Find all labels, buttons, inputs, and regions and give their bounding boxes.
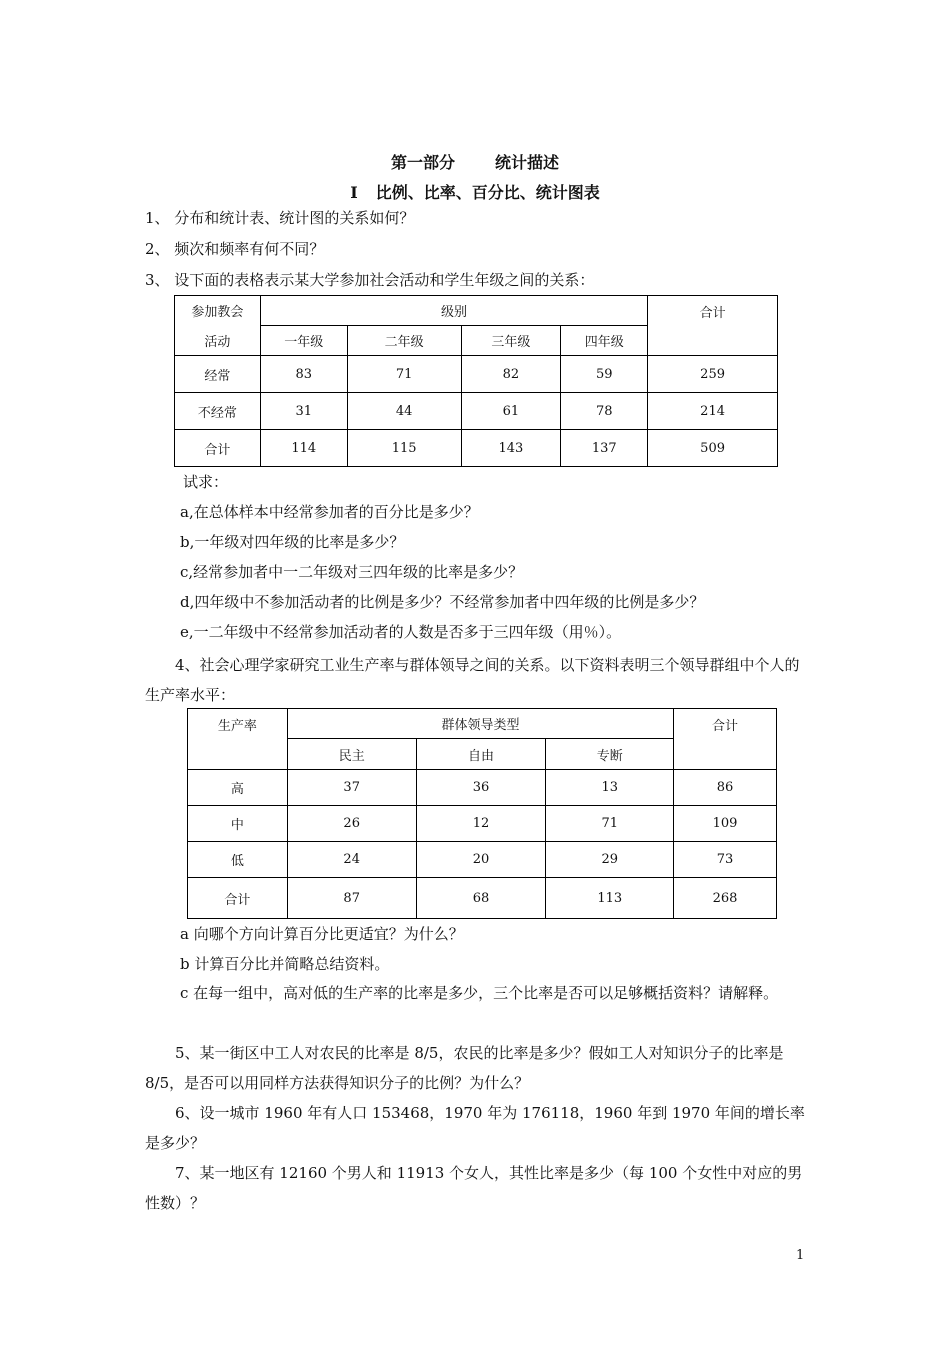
cell: 71 — [546, 806, 674, 842]
row-total: 86 — [674, 770, 777, 806]
cell: 115 — [347, 430, 461, 467]
cell: 29 — [546, 842, 674, 878]
row-label: 高 — [188, 770, 288, 806]
row-label: 不经常 — [175, 393, 261, 430]
question-6-text: 6、设一城市 1960 年有人口 153468，1970 年为 176118，1960 年到 1970 年间的增长率是多少？ — [145, 1104, 805, 1152]
question-3-prompt: 试求： — [183, 473, 229, 491]
cell: 143 — [461, 430, 561, 467]
row-total: 214 — [648, 393, 778, 430]
cell: 12 — [416, 806, 546, 842]
cell: 13 — [546, 770, 674, 806]
cell: 24 — [287, 842, 416, 878]
question-5-text: 5、某一街区中工人对农民的比率是 8/5，农民的比率是多少？假如工人对知识分子的比率是 8/5，是否可以用同样方法获得知识分子的比例？为什么？ — [145, 1044, 784, 1092]
table-activity-by-grade — [174, 295, 778, 467]
question-3-item-e: e,一二年级中不经常参加活动者的人数是否多于三四年级（用％）。 — [180, 623, 622, 641]
table-row — [175, 393, 778, 430]
question-4-item-b: b 计算百分比并简略总结资料。 — [180, 955, 390, 973]
question-4-item-c-text: c 在每一组中，高对低的生产率的比率是多少，三个比率是否可以足够概括资料？请解释。 — [180, 984, 779, 1002]
cell: 82 — [461, 356, 561, 393]
cell: 59 — [561, 356, 648, 393]
row-total: 73 — [674, 842, 777, 878]
cell: 71 — [347, 356, 461, 393]
question-4-text: 4、社会心理学家研究工业生产率与群体领导之间的关系。以下资料表明三个领导群组中个人的生产率水平： — [145, 656, 800, 704]
question-7-text: 7、某一地区有 12160 个男人和 11913 个女人，其性比率是多少（每 100 个女性中对应的男性数）？ — [145, 1164, 803, 1212]
cell: 20 — [416, 842, 546, 878]
column-header: 一年级 — [260, 326, 347, 356]
question-2: 2、 频次和频率有何不同？ — [145, 240, 325, 258]
cell: 36 — [416, 770, 546, 806]
question-5 — [145, 1038, 810, 1098]
group-header-grade: 级别 — [260, 296, 647, 326]
cell: 113 — [546, 878, 674, 919]
question-3-item-a: a,在总体样本中经常参加者的百分比是多少？ — [180, 503, 479, 521]
column-header: 专断 — [546, 739, 674, 770]
row-label: 中 — [188, 806, 288, 842]
row-label: 低 — [188, 842, 288, 878]
row-header-line1: 参加教会 — [175, 296, 261, 326]
question-3-item-c: c,经常参加者中一二年级对三四年级的比率是多少？ — [180, 563, 524, 581]
table-row — [175, 430, 778, 467]
cell: 83 — [260, 356, 347, 393]
row-label: 合计 — [188, 878, 288, 919]
column-header: 二年级 — [347, 326, 461, 356]
part-title: 统计描述 — [495, 153, 560, 172]
cell: 114 — [260, 430, 347, 467]
group-header-leadership: 群体领导类型 — [287, 709, 673, 739]
question-7 — [145, 1158, 810, 1218]
column-header: 四年级 — [561, 326, 648, 356]
table-row — [188, 878, 777, 919]
table-row — [188, 770, 777, 806]
row-total: 259 — [648, 356, 778, 393]
part-label: 第一部分 — [390, 153, 455, 172]
cell: 61 — [461, 393, 561, 430]
cell: 137 — [561, 430, 648, 467]
column-header: 三年级 — [461, 326, 561, 356]
row-header-productivity: 生产率 — [188, 709, 288, 770]
cell: 37 — [287, 770, 416, 806]
row-total: 268 — [674, 878, 777, 919]
cell: 87 — [287, 878, 416, 919]
part-heading — [0, 150, 950, 173]
row-label: 合计 — [175, 430, 261, 467]
cell: 68 — [416, 878, 546, 919]
question-3-item-d: d,四年级中不参加活动者的比例是多少？不经常参加者中四年级的比例是多少？ — [180, 593, 705, 611]
row-total: 109 — [674, 806, 777, 842]
question-3-item-b: b,一年级对四年级的比率是多少？ — [180, 533, 405, 551]
question-4-item-a: a 向哪个方向计算百分比更适宜？为什么？ — [180, 925, 464, 943]
question-6 — [145, 1098, 810, 1158]
page-number: 1 — [796, 1248, 805, 1263]
cell: 78 — [561, 393, 648, 430]
column-header: 民主 — [287, 739, 416, 770]
question-1: 1、 分布和统计表、统计图的关系如何？ — [145, 209, 415, 227]
cell: 26 — [287, 806, 416, 842]
question-4 — [145, 650, 810, 710]
row-header-line2: 活动 — [175, 326, 261, 356]
total-header: 合计 — [648, 296, 778, 356]
section-title: 比例、比率、百分比、统计图表 — [375, 183, 600, 202]
question-3: 3、 设下面的表格表示某大学参加社会活动和学生年级之间的关系： — [145, 271, 595, 289]
table-row — [175, 356, 778, 393]
table-row — [188, 842, 777, 878]
row-total: 509 — [648, 430, 778, 467]
cell: 44 — [347, 393, 461, 430]
row-label: 经常 — [175, 356, 261, 393]
column-header: 自由 — [416, 739, 546, 770]
total-header: 合计 — [674, 709, 777, 770]
question-4-item-c — [145, 978, 810, 1008]
table-productivity-by-leadership — [187, 708, 777, 919]
table-row — [188, 806, 777, 842]
section-heading — [0, 180, 950, 203]
section-number: I — [350, 183, 358, 202]
cell: 31 — [260, 393, 347, 430]
